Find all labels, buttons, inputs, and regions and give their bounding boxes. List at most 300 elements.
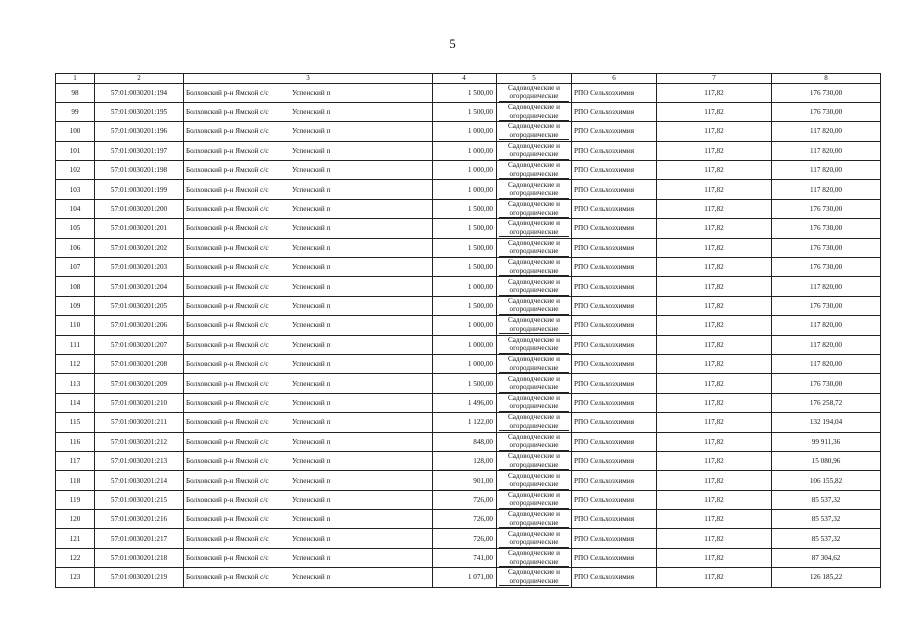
owner: РПО Сельхозхимия bbox=[572, 238, 657, 257]
land-use-line2: огороднические bbox=[499, 92, 569, 102]
address-settlement: Успенский п bbox=[292, 360, 331, 369]
land-use-line2: огороднические bbox=[499, 499, 569, 509]
table-row bbox=[56, 374, 881, 393]
row-number: 106 bbox=[56, 238, 95, 257]
address-district: Болховский р-н Ямской с/с bbox=[186, 185, 269, 194]
address-settlement: Успенский п bbox=[292, 127, 331, 136]
address-district: Болховский р-н Ямской с/с bbox=[186, 146, 269, 155]
cadastral-cost: 176 730,00 bbox=[772, 238, 881, 257]
row-number: 103 bbox=[56, 180, 95, 199]
area: 1 500,00 bbox=[433, 102, 497, 121]
cadastral-number: 57:01:0030201:211 bbox=[95, 413, 184, 432]
land-use-line2: огороднические bbox=[499, 286, 569, 296]
area: 741,00 bbox=[433, 548, 497, 567]
address-district: Болховский р-н Ямской с/с bbox=[186, 573, 269, 582]
land-use-line1: Садоводческие и bbox=[508, 510, 560, 519]
cadastral-cost: 176 730,00 bbox=[772, 219, 881, 238]
land-use-line2: огороднические bbox=[499, 364, 569, 374]
land-table-container bbox=[55, 73, 843, 588]
unit-price: 117,82 bbox=[657, 296, 772, 315]
address-settlement: Успенский п bbox=[292, 554, 331, 563]
address-settlement: Успенский п bbox=[292, 437, 331, 446]
address-district: Болховский р-н Ямской с/с bbox=[186, 205, 269, 214]
address bbox=[184, 335, 433, 354]
table-row bbox=[56, 122, 881, 141]
owner: РПО Сельхозхимия bbox=[572, 141, 657, 160]
land-use-line1: Садоводческие и bbox=[508, 490, 560, 499]
owner: РПО Сельхозхимия bbox=[572, 335, 657, 354]
area: 1 122,00 bbox=[433, 413, 497, 432]
table-row bbox=[56, 180, 881, 199]
land-use bbox=[497, 83, 572, 102]
owner: РПО Сельхозхимия bbox=[572, 471, 657, 490]
address-district: Болховский р-н Ямской с/с bbox=[186, 476, 269, 485]
address bbox=[184, 180, 433, 199]
address-district: Болховский р-н Ямской с/с bbox=[186, 224, 269, 233]
land-use-line1: Садоводческие и bbox=[508, 277, 560, 286]
area: 1 000,00 bbox=[433, 141, 497, 160]
land-use-line1: Садоводческие и bbox=[508, 200, 560, 209]
row-number: 122 bbox=[56, 548, 95, 567]
address-district: Болховский р-н Ямской с/с bbox=[186, 340, 269, 349]
table-row bbox=[56, 141, 881, 160]
row-number: 109 bbox=[56, 296, 95, 315]
row-number: 100 bbox=[56, 122, 95, 141]
row-number: 112 bbox=[56, 354, 95, 373]
cadastral-number: 57:01:0030201:216 bbox=[95, 510, 184, 529]
land-use-line1: Садоводческие и bbox=[508, 161, 560, 170]
land-use-line2: огороднические bbox=[499, 577, 569, 587]
land-use-line2: огороднические bbox=[499, 422, 569, 432]
address-settlement: Успенский п bbox=[292, 457, 331, 466]
land-use-line1: Садоводческие и bbox=[508, 238, 560, 247]
address-district: Болховский р-н Ямской с/с bbox=[186, 437, 269, 446]
row-number: 110 bbox=[56, 316, 95, 335]
row-number: 99 bbox=[56, 102, 95, 121]
cadastral-number: 57:01:0030201:195 bbox=[95, 102, 184, 121]
address bbox=[184, 510, 433, 529]
cadastral-cost: 176 730,00 bbox=[772, 83, 881, 102]
header-col-2: 2 bbox=[95, 74, 184, 84]
land-use bbox=[497, 413, 572, 432]
address bbox=[184, 354, 433, 373]
area: 1 000,00 bbox=[433, 180, 497, 199]
land-use bbox=[497, 199, 572, 218]
cadastral-cost: 117 820,00 bbox=[772, 277, 881, 296]
unit-price: 117,82 bbox=[657, 83, 772, 102]
land-use-line2: огороднические bbox=[499, 344, 569, 354]
land-use bbox=[497, 374, 572, 393]
address-settlement: Успенский п bbox=[292, 166, 331, 175]
area: 1 000,00 bbox=[433, 277, 497, 296]
address-settlement: Успенский п bbox=[292, 379, 331, 388]
cadastral-cost: 87 304,62 bbox=[772, 548, 881, 567]
address bbox=[184, 199, 433, 218]
cadastral-number: 57:01:0030201:197 bbox=[95, 141, 184, 160]
cadastral-number: 57:01:0030201:217 bbox=[95, 529, 184, 548]
address-district: Болховский р-н Ямской с/с bbox=[186, 263, 269, 272]
address-settlement: Успенский п bbox=[292, 534, 331, 543]
row-number: 105 bbox=[56, 219, 95, 238]
cadastral-number: 57:01:0030201:207 bbox=[95, 335, 184, 354]
address-district: Болховский р-н Ямской с/с bbox=[186, 515, 269, 524]
cadastral-number: 57:01:0030201:210 bbox=[95, 393, 184, 412]
cadastral-number: 57:01:0030201:212 bbox=[95, 432, 184, 451]
land-use bbox=[497, 141, 572, 160]
address-district: Болховский р-н Ямской с/с bbox=[186, 360, 269, 369]
land-use bbox=[497, 180, 572, 199]
cadastral-cost: 176 730,00 bbox=[772, 258, 881, 277]
address bbox=[184, 432, 433, 451]
row-number: 111 bbox=[56, 335, 95, 354]
cadastral-cost: 117 820,00 bbox=[772, 316, 881, 335]
table-row bbox=[56, 471, 881, 490]
table-row bbox=[56, 316, 881, 335]
unit-price: 117,82 bbox=[657, 258, 772, 277]
area: 1 500,00 bbox=[433, 296, 497, 315]
unit-price: 117,82 bbox=[657, 238, 772, 257]
owner: РПО Сельхозхимия bbox=[572, 510, 657, 529]
row-number: 108 bbox=[56, 277, 95, 296]
cadastral-number: 57:01:0030201:194 bbox=[95, 83, 184, 102]
address bbox=[184, 471, 433, 490]
area: 1 500,00 bbox=[433, 258, 497, 277]
row-number: 118 bbox=[56, 471, 95, 490]
unit-price: 117,82 bbox=[657, 510, 772, 529]
area: 1 500,00 bbox=[433, 83, 497, 102]
cadastral-number: 57:01:0030201:215 bbox=[95, 490, 184, 509]
land-use bbox=[497, 529, 572, 548]
table-row bbox=[56, 335, 881, 354]
address bbox=[184, 413, 433, 432]
land-use-line2: огороднические bbox=[499, 383, 569, 393]
land-use bbox=[497, 354, 572, 373]
land-use bbox=[497, 219, 572, 238]
unit-price: 117,82 bbox=[657, 490, 772, 509]
land-use-line2: огороднические bbox=[499, 189, 569, 199]
address bbox=[184, 122, 433, 141]
cadastral-number: 57:01:0030201:214 bbox=[95, 471, 184, 490]
row-number: 123 bbox=[56, 568, 95, 587]
land-use-line1: Садоводческие и bbox=[508, 316, 560, 325]
row-number: 119 bbox=[56, 490, 95, 509]
land-use-line2: огороднические bbox=[499, 170, 569, 180]
cadastral-number: 57:01:0030201:203 bbox=[95, 258, 184, 277]
row-number: 115 bbox=[56, 413, 95, 432]
row-number: 117 bbox=[56, 451, 95, 470]
land-use bbox=[497, 451, 572, 470]
cadastral-number: 57:01:0030201:205 bbox=[95, 296, 184, 315]
area: 1 496,00 bbox=[433, 393, 497, 412]
unit-price: 117,82 bbox=[657, 161, 772, 180]
table-row bbox=[56, 529, 881, 548]
address-district: Болховский р-н Ямской с/с bbox=[186, 127, 269, 136]
cadastral-cost: 85 537,32 bbox=[772, 529, 881, 548]
address bbox=[184, 568, 433, 587]
land-use-line1: Садоводческие и bbox=[508, 355, 560, 364]
land-use bbox=[497, 393, 572, 412]
address bbox=[184, 451, 433, 470]
table-row bbox=[56, 393, 881, 412]
land-use bbox=[497, 335, 572, 354]
table-body bbox=[56, 83, 881, 587]
cadastral-cost: 176 730,00 bbox=[772, 102, 881, 121]
land-use-line2: огороднические bbox=[499, 402, 569, 412]
owner: РПО Сельхозхимия bbox=[572, 277, 657, 296]
address-district: Болховский р-н Ямской с/с bbox=[186, 398, 269, 407]
header-col-1: 1 bbox=[56, 74, 95, 84]
area: 1 000,00 bbox=[433, 354, 497, 373]
unit-price: 117,82 bbox=[657, 548, 772, 567]
table-row bbox=[56, 199, 881, 218]
table-row bbox=[56, 161, 881, 180]
address bbox=[184, 296, 433, 315]
address bbox=[184, 374, 433, 393]
table-row bbox=[56, 238, 881, 257]
address-settlement: Успенский п bbox=[292, 515, 331, 524]
land-use-line1: Садоводческие и bbox=[508, 452, 560, 461]
land-use-line2: огороднические bbox=[499, 150, 569, 160]
area: 1 000,00 bbox=[433, 122, 497, 141]
owner: РПО Сельхозхимия bbox=[572, 316, 657, 335]
cadastral-cost: 176 730,00 bbox=[772, 199, 881, 218]
cadastral-number: 57:01:0030201:206 bbox=[95, 316, 184, 335]
address bbox=[184, 161, 433, 180]
address bbox=[184, 316, 433, 335]
header-col-3: 3 bbox=[184, 74, 433, 84]
table-row bbox=[56, 451, 881, 470]
land-use-line2: огороднические bbox=[499, 112, 569, 122]
address-district: Болховский р-н Ямской с/с bbox=[186, 88, 269, 97]
table-row bbox=[56, 490, 881, 509]
unit-price: 117,82 bbox=[657, 335, 772, 354]
table-row bbox=[56, 219, 881, 238]
land-use-line2: огороднические bbox=[499, 538, 569, 548]
land-use-line1: Садоводческие и bbox=[508, 413, 560, 422]
owner: РПО Сельхозхимия bbox=[572, 393, 657, 412]
address bbox=[184, 548, 433, 567]
cadastral-number: 57:01:0030201:201 bbox=[95, 219, 184, 238]
land-use-line1: Садоводческие и bbox=[508, 122, 560, 131]
address-settlement: Успенский п bbox=[292, 476, 331, 485]
land-use bbox=[497, 277, 572, 296]
land-use bbox=[497, 238, 572, 257]
address bbox=[184, 393, 433, 412]
cadastral-cost: 117 820,00 bbox=[772, 354, 881, 373]
address bbox=[184, 238, 433, 257]
land-use-line1: Садоводческие и bbox=[508, 219, 560, 228]
row-number: 121 bbox=[56, 529, 95, 548]
table-row bbox=[56, 432, 881, 451]
owner: РПО Сельхозхимия bbox=[572, 180, 657, 199]
unit-price: 117,82 bbox=[657, 471, 772, 490]
land-use bbox=[497, 510, 572, 529]
cadastral-cost: 106 155,82 bbox=[772, 471, 881, 490]
header-col-7: 7 bbox=[657, 74, 772, 84]
address-district: Болховский р-н Ямской с/с bbox=[186, 554, 269, 563]
area: 1 071,00 bbox=[433, 568, 497, 587]
table-row bbox=[56, 413, 881, 432]
owner: РПО Сельхозхимия bbox=[572, 258, 657, 277]
address bbox=[184, 102, 433, 121]
land-use-line2: огороднические bbox=[499, 209, 569, 219]
address-settlement: Успенский п bbox=[292, 301, 331, 310]
owner: РПО Сельхозхимия bbox=[572, 102, 657, 121]
area: 901,00 bbox=[433, 471, 497, 490]
cadastral-number: 57:01:0030201:209 bbox=[95, 374, 184, 393]
cadastral-number: 57:01:0030201:200 bbox=[95, 199, 184, 218]
owner: РПО Сельхозхимия bbox=[572, 122, 657, 141]
cadastral-number: 57:01:0030201:219 bbox=[95, 568, 184, 587]
address bbox=[184, 277, 433, 296]
row-number: 101 bbox=[56, 141, 95, 160]
unit-price: 117,82 bbox=[657, 568, 772, 587]
land-use bbox=[497, 316, 572, 335]
address-district: Болховский р-н Ямской с/с bbox=[186, 534, 269, 543]
cadastral-number: 57:01:0030201:218 bbox=[95, 548, 184, 567]
cadastral-cost: 117 820,00 bbox=[772, 180, 881, 199]
address-district: Болховский р-н Ямской с/с bbox=[186, 301, 269, 310]
address-settlement: Успенский п bbox=[292, 282, 331, 291]
land-use bbox=[497, 296, 572, 315]
unit-price: 117,82 bbox=[657, 529, 772, 548]
address-district: Болховский р-н Ямской с/с bbox=[186, 457, 269, 466]
area: 1 000,00 bbox=[433, 335, 497, 354]
cadastral-number: 57:01:0030201:198 bbox=[95, 161, 184, 180]
unit-price: 117,82 bbox=[657, 219, 772, 238]
row-number: 120 bbox=[56, 510, 95, 529]
table-row bbox=[56, 83, 881, 102]
cadastral-number: 57:01:0030201:208 bbox=[95, 354, 184, 373]
address-district: Болховский р-н Ямской с/с bbox=[186, 418, 269, 427]
land-use-line2: огороднические bbox=[499, 441, 569, 451]
address-settlement: Успенский п bbox=[292, 573, 331, 582]
land-use bbox=[497, 161, 572, 180]
address-district: Болховский р-н Ямской с/с bbox=[186, 108, 269, 117]
header-col-5: 5 bbox=[497, 74, 572, 84]
owner: РПО Сельхозхимия bbox=[572, 451, 657, 470]
address-district: Болховский р-н Ямской с/с bbox=[186, 495, 269, 504]
owner: РПО Сельхозхимия bbox=[572, 161, 657, 180]
row-number: 107 bbox=[56, 258, 95, 277]
unit-price: 117,82 bbox=[657, 451, 772, 470]
unit-price: 117,82 bbox=[657, 277, 772, 296]
table-row bbox=[56, 548, 881, 567]
unit-price: 117,82 bbox=[657, 393, 772, 412]
owner: РПО Сельхозхимия bbox=[572, 199, 657, 218]
land-use-line1: Садоводческие и bbox=[508, 296, 560, 305]
owner: РПО Сельхозхимия bbox=[572, 529, 657, 548]
unit-price: 117,82 bbox=[657, 354, 772, 373]
area: 128,00 bbox=[433, 451, 497, 470]
land-use bbox=[497, 122, 572, 141]
address-district: Болховский р-н Ямской с/с bbox=[186, 379, 269, 388]
address-settlement: Успенский п bbox=[292, 146, 331, 155]
owner: РПО Сельхозхимия bbox=[572, 219, 657, 238]
unit-price: 117,82 bbox=[657, 413, 772, 432]
owner: РПО Сельхозхимия bbox=[572, 374, 657, 393]
table-row bbox=[56, 354, 881, 373]
land-use bbox=[497, 432, 572, 451]
cadastral-cost: 99 911,36 bbox=[772, 432, 881, 451]
unit-price: 117,82 bbox=[657, 141, 772, 160]
area: 848,00 bbox=[433, 432, 497, 451]
area: 1 000,00 bbox=[433, 316, 497, 335]
address-settlement: Успенский п bbox=[292, 243, 331, 252]
address-settlement: Успенский п bbox=[292, 108, 331, 117]
row-number: 104 bbox=[56, 199, 95, 218]
land-use-line1: Садоводческие и bbox=[508, 258, 560, 267]
area: 1 500,00 bbox=[433, 374, 497, 393]
owner: РПО Сельхозхимия bbox=[572, 354, 657, 373]
header-col-8: 8 bbox=[772, 74, 881, 84]
cadastral-cost: 126 185,22 bbox=[772, 568, 881, 587]
land-use-line1: Садоводческие и bbox=[508, 83, 560, 92]
unit-price: 117,82 bbox=[657, 199, 772, 218]
land-use bbox=[497, 568, 572, 587]
row-number: 102 bbox=[56, 161, 95, 180]
address-settlement: Успенский п bbox=[292, 205, 331, 214]
unit-price: 117,82 bbox=[657, 180, 772, 199]
table-row bbox=[56, 510, 881, 529]
owner: РПО Сельхозхимия bbox=[572, 568, 657, 587]
cadastral-cost: 117 820,00 bbox=[772, 141, 881, 160]
land-use-line1: Садоводческие и bbox=[508, 141, 560, 150]
area: 726,00 bbox=[433, 510, 497, 529]
address-settlement: Успенский п bbox=[292, 321, 331, 330]
address-district: Болховский р-н Ямской с/с bbox=[186, 243, 269, 252]
address bbox=[184, 141, 433, 160]
cadastral-cost: 117 820,00 bbox=[772, 122, 881, 141]
land-use-line1: Садоводческие и bbox=[508, 335, 560, 344]
cadastral-cost: 176 258,72 bbox=[772, 393, 881, 412]
cadastral-cost: 117 820,00 bbox=[772, 335, 881, 354]
cadastral-cost: 85 537,32 bbox=[772, 510, 881, 529]
cadastral-cost: 176 730,00 bbox=[772, 374, 881, 393]
cadastral-number: 57:01:0030201:204 bbox=[95, 277, 184, 296]
cadastral-cost: 117 820,00 bbox=[772, 161, 881, 180]
land-use bbox=[497, 471, 572, 490]
page-number: 5 bbox=[449, 36, 456, 51]
land-use-line2: огороднические bbox=[499, 558, 569, 568]
land-use-line1: Садоводческие и bbox=[508, 180, 560, 189]
land-use-line2: огороднические bbox=[499, 267, 569, 277]
cadastral-number: 57:01:0030201:202 bbox=[95, 238, 184, 257]
owner: РПО Сельхозхимия bbox=[572, 432, 657, 451]
land-plots-table bbox=[55, 73, 881, 588]
cadastral-number: 57:01:0030201:196 bbox=[95, 122, 184, 141]
owner: РПО Сельхозхимия bbox=[572, 413, 657, 432]
area: 1 000,00 bbox=[433, 161, 497, 180]
address bbox=[184, 258, 433, 277]
header-col-6: 6 bbox=[572, 74, 657, 84]
unit-price: 117,82 bbox=[657, 316, 772, 335]
land-use-line1: Садоводческие и bbox=[508, 549, 560, 558]
address-settlement: Успенский п bbox=[292, 88, 331, 97]
address-settlement: Успенский п bbox=[292, 185, 331, 194]
address-settlement: Успенский п bbox=[292, 263, 331, 272]
address-settlement: Успенский п bbox=[292, 224, 331, 233]
unit-price: 117,82 bbox=[657, 432, 772, 451]
owner: РПО Сельхозхимия bbox=[572, 490, 657, 509]
table-row bbox=[56, 568, 881, 587]
land-use bbox=[497, 490, 572, 509]
land-use-line1: Садоводческие и bbox=[508, 432, 560, 441]
cadastral-cost: 15 080,96 bbox=[772, 451, 881, 470]
address bbox=[184, 83, 433, 102]
land-use-line1: Садоводческие и bbox=[508, 103, 560, 112]
table-row bbox=[56, 277, 881, 296]
